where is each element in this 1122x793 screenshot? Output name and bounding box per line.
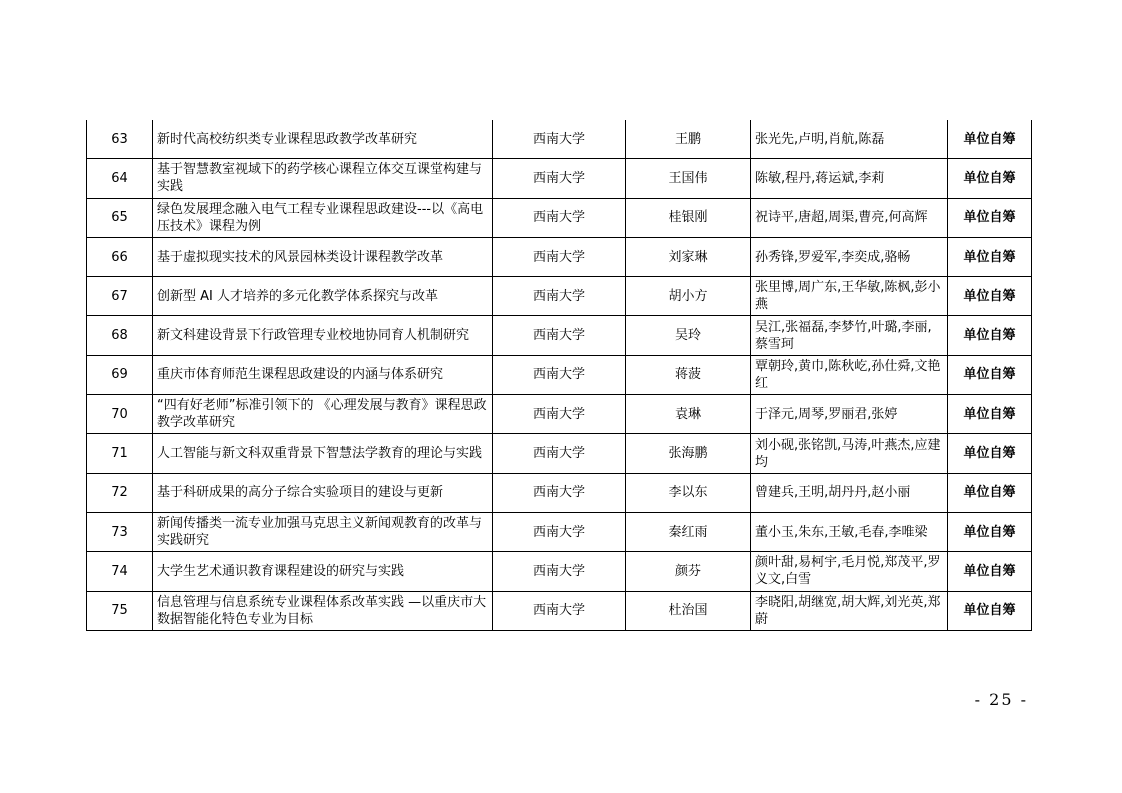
team-members-cell: 刘小砚,张铭凯,马涛,叶燕杰,应建均 [751,434,948,473]
project-leader-cell: 蒋菠 [626,355,751,394]
institution-cell: 西南大学 [493,395,626,434]
funding-source-cell: 单位自筹 [948,395,1032,434]
funding-source-cell: 单位自筹 [948,473,1032,512]
funding-source-cell: 单位自筹 [948,120,1032,159]
page-number: - 25 - [974,690,1028,709]
row-number-cell: 65 [87,198,153,237]
project-leader-cell: 秦红雨 [626,512,751,551]
table-row [87,198,1032,237]
institution-cell: 西南大学 [493,552,626,591]
row-number-cell: 66 [87,237,153,276]
table-row [87,237,1032,276]
projects-table [86,120,1032,631]
project-title-cell: 基于虚拟现实技术的风景园林类设计课程教学改革 [153,237,493,276]
funding-source-cell: 单位自筹 [948,237,1032,276]
team-members-cell: 颜叶甜,易柯宇,毛月悦,郑茂平,罗义文,白雪 [751,552,948,591]
project-leader-cell: 杜治国 [626,591,751,630]
institution-cell: 西南大学 [493,355,626,394]
team-members-cell: 陈敏,程丹,蒋运斌,李莉 [751,159,948,198]
project-title-cell: 基于智慧教室视域下的药学核心课程立体交互课堂构建与实践 [153,159,493,198]
project-leader-cell: 吴玲 [626,316,751,355]
institution-cell: 西南大学 [493,120,626,159]
institution-cell: 西南大学 [493,198,626,237]
project-leader-cell: 胡小方 [626,277,751,316]
table-row [87,159,1032,198]
funding-source-cell: 单位自筹 [948,512,1032,551]
project-leader-cell: 袁琳 [626,395,751,434]
project-leader-cell: 王鹏 [626,120,751,159]
funding-source-cell: 单位自筹 [948,355,1032,394]
project-title-cell: “四有好老师”标准引领下的 《心理发展与教育》课程思政教学改革研究 [153,395,493,434]
project-leader-cell: 刘家琳 [626,237,751,276]
team-members-cell: 于泽元,周琴,罗丽君,张婷 [751,395,948,434]
project-title-cell: 大学生艺术通识教育课程建设的研究与实践 [153,552,493,591]
project-leader-cell: 张海鹏 [626,434,751,473]
project-title-cell: 创新型 AI 人才培养的多元化教学体系探究与改革 [153,277,493,316]
team-members-cell: 孙秀锋,罗爱军,李奕成,骆畅 [751,237,948,276]
project-title-cell: 信息管理与信息系统专业课程体系改革实践 —以重庆市大数据智能化特色专业为目标 [153,591,493,630]
row-number-cell: 70 [87,395,153,434]
team-members-cell: 张光先,卢明,肖航,陈磊 [751,120,948,159]
institution-cell: 西南大学 [493,591,626,630]
team-members-cell: 李晓阳,胡继宽,胡大辉,刘光英,郑蔚 [751,591,948,630]
funding-source-cell: 单位自筹 [948,591,1032,630]
institution-cell: 西南大学 [493,434,626,473]
funding-source-cell: 单位自筹 [948,198,1032,237]
table-row [87,120,1032,159]
table-row [87,591,1032,630]
project-title-cell: 绿色发展理念融入电气工程专业课程思政建设---以《高电压技术》课程为例 [153,198,493,237]
table-row [87,552,1032,591]
row-number-cell: 75 [87,591,153,630]
table-row [87,277,1032,316]
project-title-cell: 重庆市体育师范生课程思政建设的内涵与体系研究 [153,355,493,394]
team-members-cell: 吴江,张福磊,李梦竹,叶璐,李丽,蔡雪珂 [751,316,948,355]
team-members-cell: 张里博,周广东,王华敏,陈枫,彭小燕 [751,277,948,316]
institution-cell: 西南大学 [493,277,626,316]
project-title-cell: 基于科研成果的高分子综合实验项目的建设与更新 [153,473,493,512]
institution-cell: 西南大学 [493,159,626,198]
table-row [87,395,1032,434]
funding-source-cell: 单位自筹 [948,277,1032,316]
row-number-cell: 69 [87,355,153,394]
row-number-cell: 67 [87,277,153,316]
project-leader-cell: 王国伟 [626,159,751,198]
funding-source-cell: 单位自筹 [948,434,1032,473]
table-row [87,355,1032,394]
row-number-cell: 64 [87,159,153,198]
funding-source-cell: 单位自筹 [948,552,1032,591]
team-members-cell: 覃朝玲,黄巾,陈秋屹,孙仕舜,文艳红 [751,355,948,394]
project-leader-cell: 桂银刚 [626,198,751,237]
funding-source-cell: 单位自筹 [948,159,1032,198]
project-title-cell: 新文科建设背景下行政管理专业校地协同育人机制研究 [153,316,493,355]
team-members-cell: 曾建兵,王明,胡丹丹,赵小丽 [751,473,948,512]
project-title-cell: 新闻传播类一流专业加强马克思主义新闻观教育的改革与实践研究 [153,512,493,551]
table-row [87,512,1032,551]
project-title-cell: 人工智能与新文科双重背景下智慧法学教育的理论与实践 [153,434,493,473]
row-number-cell: 72 [87,473,153,512]
table-row [87,434,1032,473]
row-number-cell: 71 [87,434,153,473]
team-members-cell: 董小玉,朱东,王敏,毛春,李唯梁 [751,512,948,551]
institution-cell: 西南大学 [493,316,626,355]
table-row [87,473,1032,512]
row-number-cell: 68 [87,316,153,355]
institution-cell: 西南大学 [493,512,626,551]
institution-cell: 西南大学 [493,473,626,512]
funding-source-cell: 单位自筹 [948,316,1032,355]
project-title-cell: 新时代高校纺织类专业课程思政教学改革研究 [153,120,493,159]
table-body [87,120,1032,630]
row-number-cell: 63 [87,120,153,159]
row-number-cell: 74 [87,552,153,591]
team-members-cell: 祝诗平,唐超,周渠,曹亮,何高辉 [751,198,948,237]
row-number-cell: 73 [87,512,153,551]
project-leader-cell: 颜芬 [626,552,751,591]
project-leader-cell: 李以东 [626,473,751,512]
table-row [87,316,1032,355]
institution-cell: 西南大学 [493,237,626,276]
